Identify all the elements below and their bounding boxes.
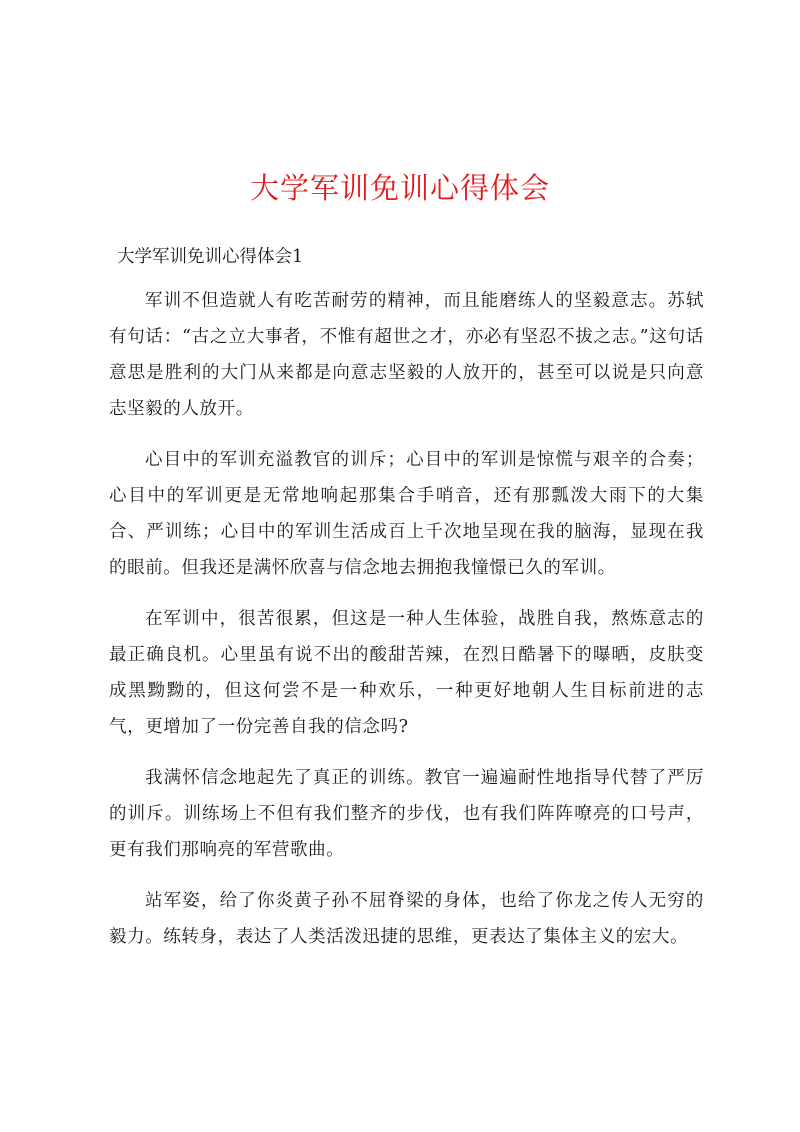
paragraph: 站军姿，给了你炎黄子孙不屈脊梁的身体，也给了你龙之传人无穷的毅力。练转身，表达了人类活泼迅捷的思维，更表达了集体主义的宏大。 — [109, 891, 704, 947]
document-title: 大学军训免训心得体会 — [249, 171, 550, 205]
paragraph: 军训不但造就人有吃苦耐劳的精神，而且能磨练人的坚毅意志。苏轼有句话：“古之立大事者，不惟有超世之才，亦必有坚忍不拔之志。”这句话意思是胜利的大门从来都是向意志坚毅的人放开的，甚至可以说是只向意志坚毅的人放开。 — [109, 291, 704, 419]
paragraph: 心目中的军训充溢教官的训斥；心目中的军训是惊慌与艰辛的合奏；心目中的军训更是无常地响起那集合手哨音，还有那瓢泼大雨下的大集合、严训练；心目中的军训生活成百上千次地呈现在我的脑海，显现在我的眼前。但我还是满怀欣喜与信念地去拥抱我憧憬已久的军训。 — [109, 450, 704, 578]
paragraph: 我满怀信念地起先了真正的训练。教官一遍遍耐性地指导代替了严厉的训斥。训练场上不但有我们整齐的步伐，也有我们阵阵嘹亮的口号声，更有我们那响亮的军营歌曲。 — [109, 768, 704, 860]
paragraph: 在军训中，很苦很累，但这是一种人生体验，战胜自我，熬炼意志的最正确良机。心里虽有说不出的酸甜苦辣，在烈日酷暑下的曝晒，皮肤变成黑黝黝的，但这何尝不是一种欢乐，一种更好地朝人生目标前进的志气，更增加了一份完善自我的信念吗? — [109, 609, 704, 737]
document-subtitle: 大学军训免训心得体会1 — [117, 247, 304, 267]
document-body — [109, 283, 704, 970]
